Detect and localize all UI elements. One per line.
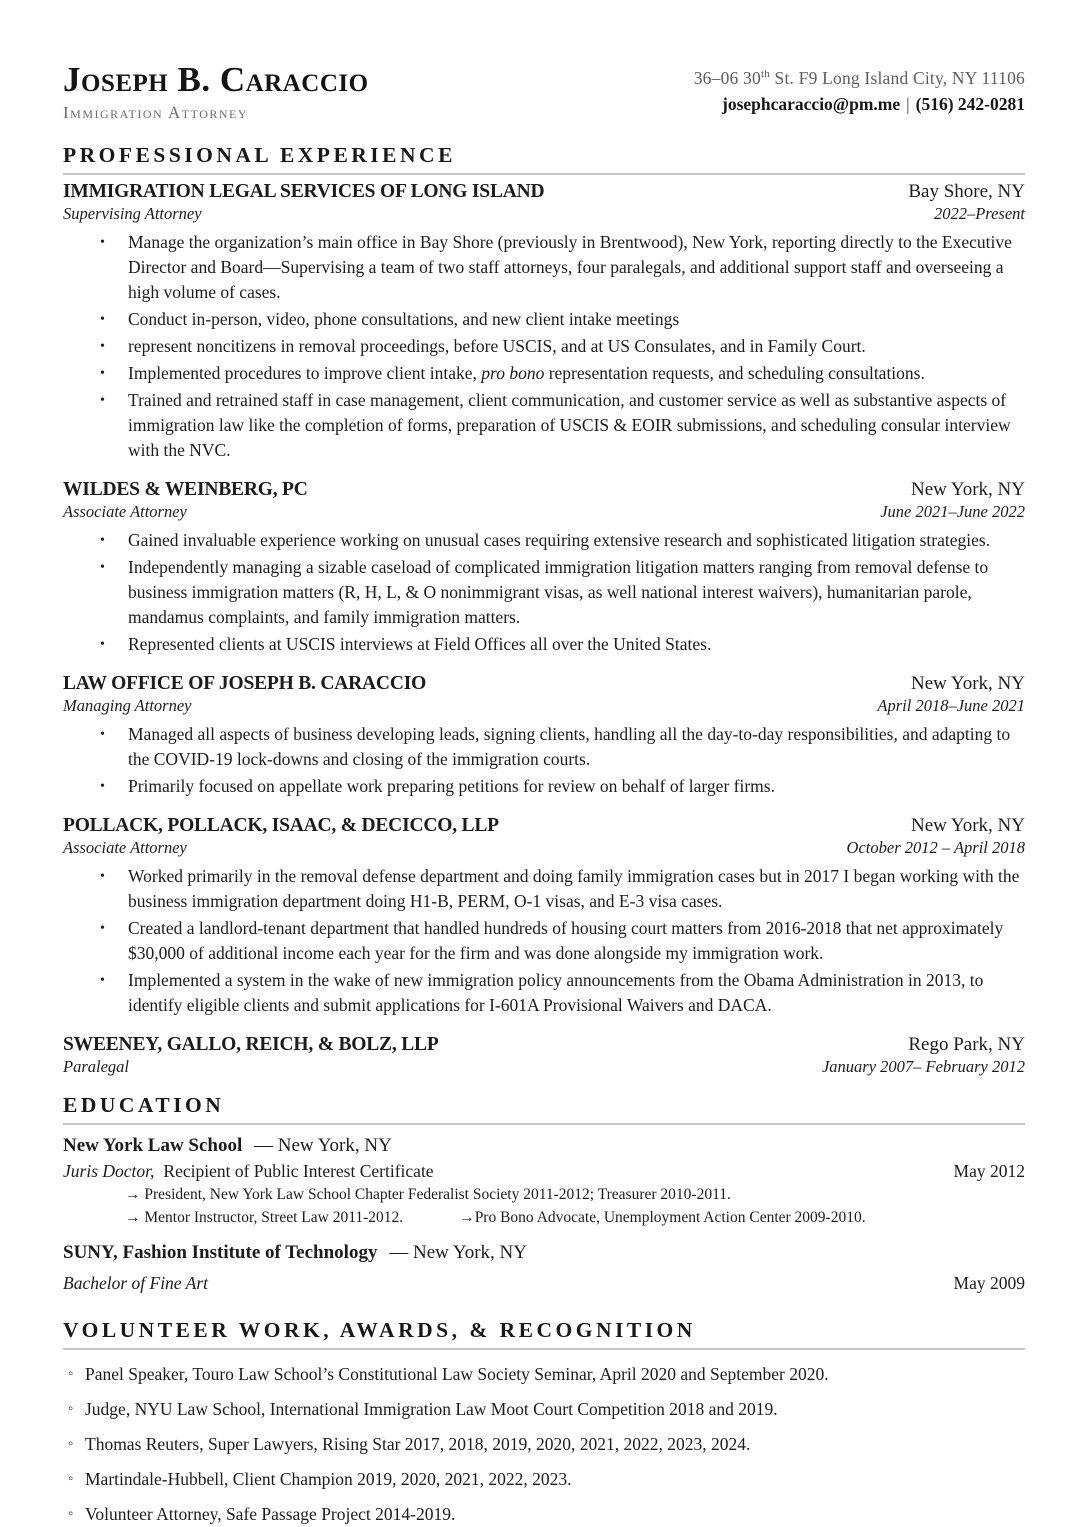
job-subhead [63, 696, 1025, 716]
volunteer-list [63, 1362, 1025, 1527]
section-heading-education: EDUCATION [63, 1093, 1025, 1125]
bullet-text: Trained and retrained staff in case management, client communication, and customer service as well as substantive aspects of immigration law like the completion of forms, preparation of USCIS & EOIR submissions, and scheduling consular interview with the NVC. [128, 389, 1011, 460]
volunteer-item [63, 1362, 1025, 1387]
job-subhead [63, 204, 1025, 224]
job-head [63, 673, 1025, 695]
bullet-item [63, 555, 1025, 630]
activity-item: → Mentor Instructor, Street Law 2011-2012. [125, 1208, 404, 1226]
degree-name: Juris Doctor, [63, 1160, 155, 1181]
volunteer-text: Thomas Reuters, Super Lawyers, Rising Star 2017, 2018, 2019, 2020, 2021, 2022, 2023, 2024. [85, 1433, 751, 1454]
bullet-icon: • [100, 559, 105, 575]
education-entry [63, 1242, 1025, 1294]
bullet-icon: • [100, 636, 105, 652]
job-title: Supervising Attorney [63, 203, 202, 223]
bullet-segment-italic: pro bono [481, 362, 545, 383]
job-dates: 2022–Present [933, 203, 1025, 223]
bullet-text: Worked primarily in the removal defense department and doing family immigration cases but in 2017 I began working with the business immigration department doing H1-B, PERM, O-1 visas, and E-3 visa cases. [128, 865, 1020, 911]
job-bullets [63, 722, 1025, 799]
bullet-item [63, 916, 1025, 966]
school-location: — New York, NY [254, 1134, 392, 1156]
bullet-text: Implemented a system in the wake of new immigration policy announcements from the Obama Administration in 2013, to identify eligible clients and submit applications for I-601A Provisional Waivers and DACA. [128, 969, 984, 1015]
volunteer-text: Martindale-Hubbell, Client Champion 2019, 2020, 2021, 2022, 2023. [85, 1468, 572, 1489]
bullet-icon: • [100, 778, 105, 794]
bullet-segment: Implemented procedures to improve client intake, [128, 362, 482, 383]
education-entry [63, 1135, 1025, 1229]
person-title: Immigration Attorney [63, 102, 249, 122]
bullet-icon: • [100, 532, 105, 548]
volunteer-item [63, 1397, 1025, 1422]
job-head [63, 479, 1025, 501]
contact-block [694, 62, 1025, 115]
bullet-item [63, 722, 1025, 772]
job-subhead [63, 502, 1025, 522]
bullet-item [63, 361, 1025, 386]
job-entry [63, 181, 1025, 463]
bullet-item [63, 774, 1025, 799]
job-title: Paralegal [63, 1056, 129, 1076]
bullet-item [63, 307, 1025, 332]
bullet-item [63, 334, 1025, 359]
bullet-item [63, 632, 1025, 657]
volunteer-text: Volunteer Attorney, Safe Passage Project 2014-2019. [85, 1503, 456, 1524]
job-dates: January 2007– February 2012 [821, 1056, 1025, 1076]
bullet-text [128, 361, 1025, 386]
job-subhead [63, 838, 1025, 858]
bullet-text: Manage the organization’s main office in Bay Shore (previously in Brentwood), New York, reporting directly to the Executive Director and Board—Supervising a team of two staff attorneys, four paralegals, and additional support staff and overseeing a high volume of cases. [128, 231, 1012, 302]
ring-bullet-icon: ◦ [68, 1435, 74, 1452]
activity-line: → President, New York Law School Chapter Federalist Society 2011-2012; Treasurer 2010-2011. [125, 1185, 731, 1203]
bullet-text: Primarily focused on appellate work preparing petitions for review on behalf of larger firms. [128, 775, 775, 796]
bullet-icon: • [100, 868, 105, 884]
address-ordinal: th [760, 68, 770, 81]
bullet-segment: representation requests, and scheduling consultations. [544, 362, 925, 383]
person-name: Joseph B. Caraccio [63, 60, 369, 99]
degree-line [63, 1161, 1025, 1182]
volunteer-item [63, 1467, 1025, 1492]
separator-bar: | [906, 94, 910, 114]
bullet-item [63, 968, 1025, 1018]
bullet-text: Created a landlord-tenant department that handled hundreds of housing court matters from 2016-2018 that net approximately $30,000 of additional income each year for the firm and was done alongside my immigration work. [128, 917, 1004, 963]
bullet-text: Gained invaluable experience working on unusual cases requiring extensive research and sophisticated litigation strategies. [128, 529, 991, 550]
job-entry [63, 673, 1025, 799]
bullet-icon: • [100, 920, 105, 936]
job-title: Associate Attorney [63, 501, 187, 521]
email-phone-line [694, 94, 1025, 115]
job-entry [63, 1034, 1025, 1077]
ring-bullet-icon: ◦ [68, 1470, 74, 1487]
bullet-icon: • [100, 972, 105, 988]
bullet-text: Conduct in-person, video, phone consultations, and new client intake meetings [128, 308, 680, 329]
graduation-date: May 2009 [953, 1272, 1025, 1293]
job-head [63, 815, 1025, 837]
job-location: New York, NY [910, 814, 1025, 836]
bullet-text: represent noncitizens in removal proceedings, before USCIS, and at US Consulates, and in Family Court. [128, 335, 866, 356]
job-entry [63, 815, 1025, 1018]
company-name: POLLACK, POLLACK, ISAAC, & DECICCO, LLP [63, 814, 499, 836]
job-location: Rego Park, NY [908, 1033, 1025, 1055]
identity-block [63, 62, 369, 123]
section-heading-volunteer: VOLUNTEER WORK, AWARDS, & RECOGNITION [63, 1318, 1025, 1350]
job-title: Associate Attorney [63, 837, 187, 857]
bullet-icon: • [100, 365, 105, 381]
job-title: Managing Attorney [63, 695, 192, 715]
job-dates: June 2021–June 2022 [880, 501, 1025, 521]
degree-name: Bachelor of Fine Art [63, 1272, 208, 1293]
bullet-item [63, 864, 1025, 914]
job-location: New York, NY [910, 672, 1025, 694]
school-name: New York Law School [63, 1134, 243, 1156]
bullet-icon: • [100, 392, 105, 408]
job-dates: October 2012 – April 2018 [846, 837, 1025, 857]
school-line [63, 1135, 1025, 1157]
company-name: LAW OFFICE OF JOSEPH B. CARACCIO [63, 672, 427, 694]
company-name: SWEENEY, GALLO, REICH, & BOLZ, LLP [63, 1033, 439, 1055]
bullet-item [63, 388, 1025, 463]
address-rest: St. F9 Long Island City, NY 11106 [769, 68, 1025, 88]
section-heading-experience: PROFESSIONAL EXPERIENCE [63, 143, 1025, 175]
job-head [63, 181, 1025, 203]
degree-line [63, 1273, 1025, 1294]
volunteer-text: Judge, NYU Law School, International Immigration Law Moot Court Competition 2018 and 2019. [85, 1398, 778, 1419]
school-line [63, 1242, 1025, 1264]
job-bullets [63, 864, 1025, 1018]
bullet-item [63, 528, 1025, 553]
job-head [63, 1034, 1025, 1056]
volunteer-item [63, 1432, 1025, 1457]
email-text: josephcaraccio@pm.me [722, 94, 901, 114]
activity-line [125, 1206, 1025, 1229]
resume-header [63, 62, 1025, 123]
bullet-text: Independently managing a sizable caseload of complicated immigration litigation matters ranging from removal defense to business immigration matters (R, H, L, & O nonimmigrant visas, as well national interest waivers), humanitarian parole, mandamus complaints, and family immigration matters. [128, 556, 989, 627]
job-subhead [63, 1057, 1025, 1077]
ring-bullet-icon: ◦ [68, 1505, 74, 1522]
bullet-text: Represented clients at USCIS interviews at Field Offices all over the United States. [128, 633, 712, 654]
ring-bullet-icon: ◦ [68, 1400, 74, 1417]
job-bullets [63, 528, 1025, 657]
job-location: Bay Shore, NY [908, 180, 1025, 202]
ring-bullet-icon: ◦ [68, 1365, 74, 1382]
job-location: New York, NY [910, 478, 1025, 500]
bullet-icon: • [100, 338, 105, 354]
activity-item: →Pro Bono Advocate, Unemployment Action Center 2009-2010. [459, 1208, 866, 1226]
bullet-icon: • [100, 311, 105, 327]
bullet-icon: • [100, 234, 105, 250]
company-name: IMMIGRATION LEGAL SERVICES OF LONG ISLAND [63, 180, 545, 202]
bullet-text: Managed all aspects of business developing leads, signing clients, handling all the day-to-day responsibilities, and adapting to the COVID-19 lock-downs and closing of the immigration courts. [128, 723, 1011, 769]
degree-extra: Recipient of Public Interest Certificate [163, 1160, 434, 1181]
job-entry [63, 479, 1025, 657]
address-line [694, 68, 1025, 89]
graduation-date: May 2012 [953, 1160, 1025, 1181]
address-main: 36–06 30 [693, 68, 761, 88]
job-dates: April 2018–June 2021 [877, 695, 1025, 715]
bullet-item [63, 230, 1025, 305]
degree-text [63, 1161, 434, 1182]
job-bullets [63, 230, 1025, 463]
company-name: WILDES & WEINBERG, PC [63, 478, 308, 500]
phone-text: (516) 242-0281 [915, 94, 1025, 114]
volunteer-text: Panel Speaker, Touro Law School’s Constitutional Law Society Seminar, April 2020 and September 2020. [85, 1363, 829, 1384]
bullet-icon: • [100, 726, 105, 742]
school-activities [125, 1183, 1025, 1229]
volunteer-item [63, 1502, 1025, 1527]
school-name: SUNY, Fashion Institute of Technology [63, 1241, 378, 1263]
school-location: — New York, NY [389, 1241, 527, 1263]
